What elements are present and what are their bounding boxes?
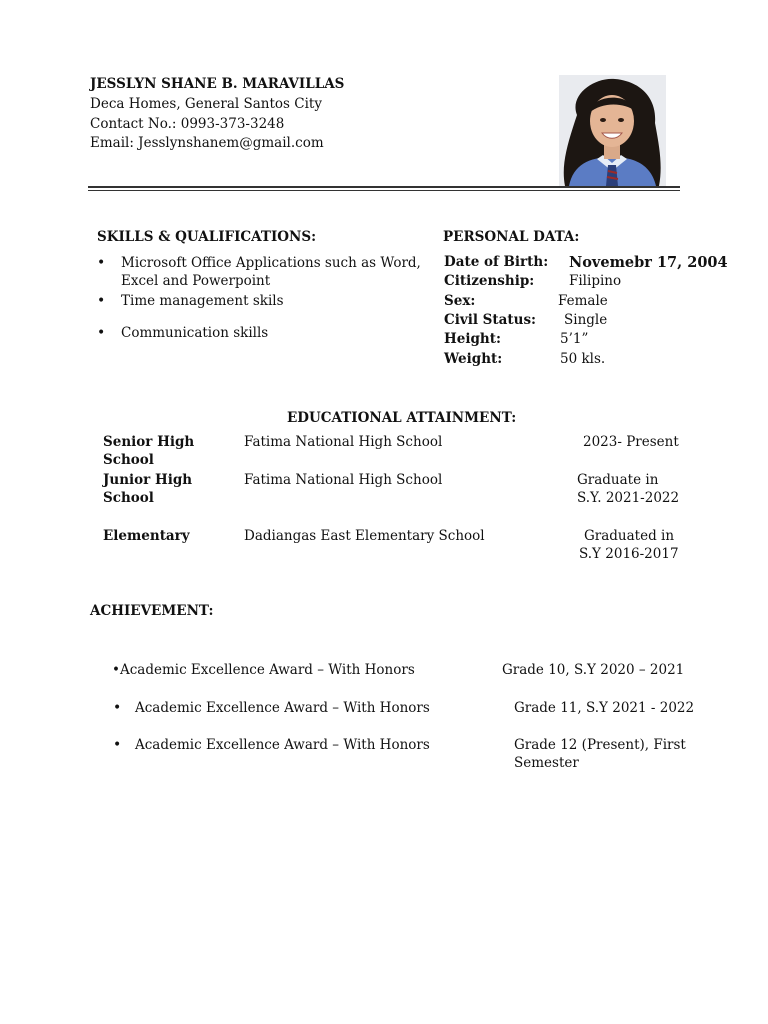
achievement-award: Academic Excellence Award – With Honors <box>119 662 415 678</box>
weight-value: 50 kls. <box>560 351 606 367</box>
personal-data-heading: PERSONAL DATA: <box>443 229 580 245</box>
education-level: School <box>103 490 154 506</box>
school-name: Fatima National High School <box>244 434 443 450</box>
achievement-grade: Grade 11, S.Y 2021 - 2022 <box>514 700 695 716</box>
achievement-item-1 <box>112 662 415 678</box>
dob-label: Date of Birth: <box>444 254 549 270</box>
education-level: Elementary <box>103 528 190 544</box>
skill-item-1-line1: Microsoft Office Applications such as Word, <box>121 255 421 271</box>
achievement-grade: Grade 12 (Present), First <box>514 737 686 753</box>
education-level: School <box>103 452 154 468</box>
citizenship-label: Citizenship: <box>444 273 535 289</box>
bullet-icon: • <box>97 293 106 309</box>
bullet-icon: • <box>113 700 122 716</box>
applicant-name: JESSLYN SHANE B. MARAVILLAS <box>90 76 345 92</box>
weight-label: Weight: <box>444 351 503 367</box>
skill-item-2: Time management skils <box>121 293 284 309</box>
citizenship-value: Filipino <box>569 273 622 289</box>
school-year: 2023- Present <box>583 434 679 450</box>
skill-item-1-line2: Excel and Powerpoint <box>121 273 271 289</box>
height-value: 5’1” <box>560 331 589 347</box>
skills-heading: SKILLS & QUALIFICATIONS: <box>97 229 317 245</box>
skill-item-3: Communication skills <box>121 325 269 341</box>
achievement-award: Academic Excellence Award – With Honors <box>135 737 430 753</box>
school-name: Dadiangas East Elementary School <box>244 528 485 544</box>
achievement-grade: Grade 10, S.Y 2020 – 2021 <box>502 662 685 678</box>
height-label: Height: <box>444 331 501 347</box>
address: Deca Homes, General Santos City <box>90 96 322 112</box>
achievement-award: Academic Excellence Award – With Honors <box>135 700 430 716</box>
header-divider <box>88 186 680 188</box>
profile-photo-icon <box>559 75 666 186</box>
school-year: S.Y 2016-2017 <box>579 546 679 562</box>
civil-status-value: Single <box>564 312 608 328</box>
school-year: S.Y. 2021-2022 <box>577 490 680 506</box>
education-heading: EDUCATIONAL ATTAINMENT: <box>287 410 517 426</box>
achievement-heading: ACHIEVEMENT: <box>90 603 214 619</box>
bullet-icon: • <box>97 255 106 271</box>
sex-value: Female <box>558 293 608 309</box>
sex-label: Sex: <box>444 293 476 309</box>
school-year: Graduated in <box>584 528 675 544</box>
bullet-icon: • <box>97 325 106 341</box>
email: Email: Jesslynshanem@gmail.com <box>90 135 324 151</box>
bullet-icon: • <box>113 737 122 753</box>
profile-photo <box>559 75 666 186</box>
school-year: Graduate in <box>577 472 659 488</box>
contact-number: Contact No.: 0993-373-3248 <box>90 116 285 132</box>
education-level: Junior High <box>103 472 193 488</box>
school-name: Fatima National High School <box>244 472 443 488</box>
achievement-grade: Semester <box>514 755 579 771</box>
bullet-icon: • <box>112 662 120 678</box>
header-divider-thin <box>88 190 680 191</box>
dob-value: Novemebr 17, 2004 <box>569 254 728 271</box>
education-level: Senior High <box>103 434 195 450</box>
civil-status-label: Civil Status: <box>444 312 537 328</box>
